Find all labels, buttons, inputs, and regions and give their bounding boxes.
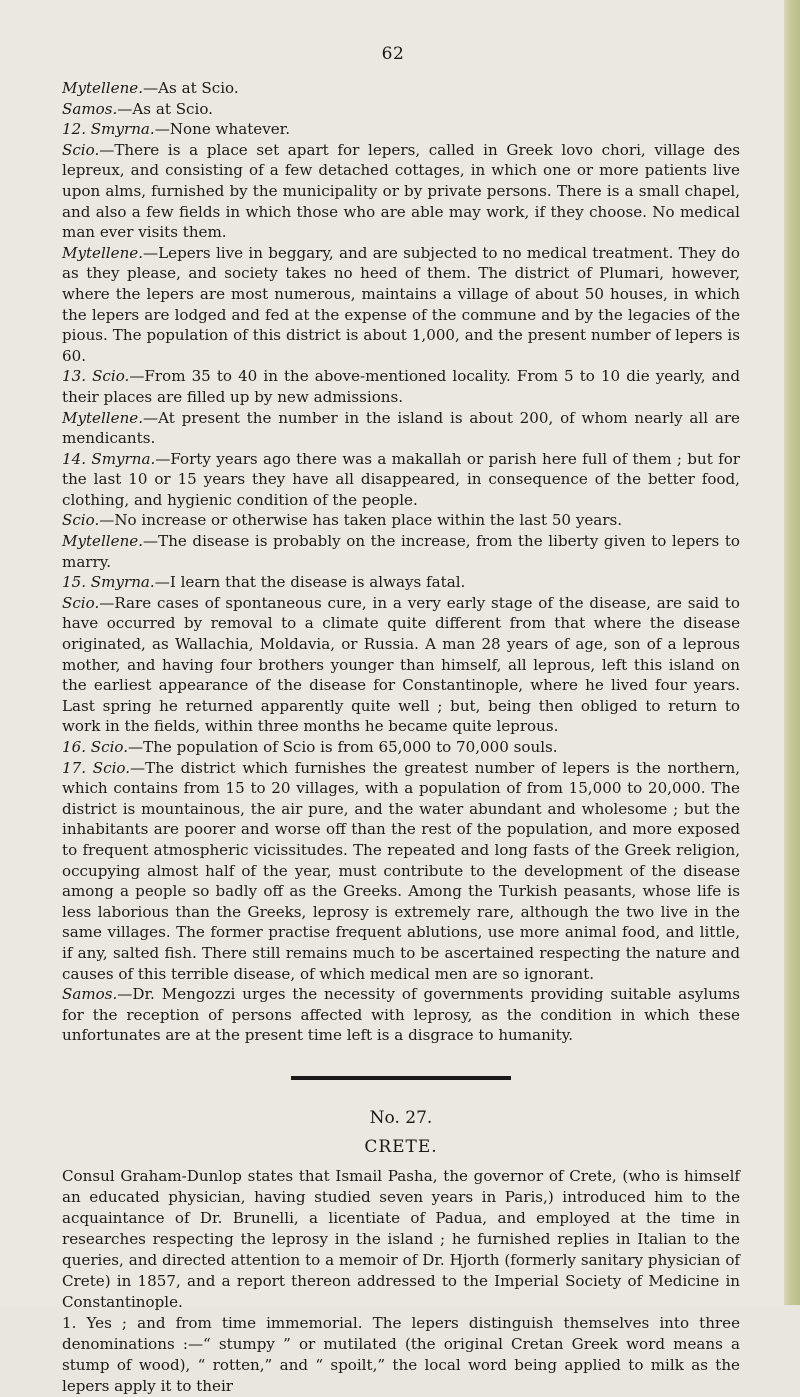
answers-section bbox=[62, 78, 740, 1046]
paragraph: Scio.—No increase or otherwise has taken place within the last 50 years. bbox=[62, 511, 623, 530]
paragraph: Samos.—As at Scio. bbox=[62, 99, 213, 118]
page-edge bbox=[784, 0, 800, 1305]
paragraph: Samos.—Dr. Mengozzi urges the necessity of governments providing suitable asylums for the reception of persons affected with leprosy, as the condition in which these unfortunates are at the present time left is a disgrace to humanity. bbox=[62, 985, 740, 1045]
paragraph: Mytellene.—At present the number in the island is about 200, of whom nearly all are mendicants. bbox=[62, 408, 740, 448]
paragraph: 16. Scio.—The population of Scio is from 65,000 to 70,000 souls. bbox=[62, 738, 558, 756]
page-number: 62 bbox=[381, 44, 405, 64]
paragraph: Scio.—Rare cases of spontaneous cure, in a very early stage of the disease, are said to have occurred by removal to a climate quite different from that where the disease originated, as Wallachia, Moldavia, or Russia. A man 28 years of age, son of a leprous mother, and having four brothers younger than himself, all leprous, left this island on the earliest appearance of the disease for Constantinople, where he lived four years. Last spring he returned apparently quite well ; but, being then obliged to return to work in the fields, within three months he became quite leprous. bbox=[62, 593, 740, 736]
section-number: No. 27. bbox=[369, 1107, 433, 1128]
paragraph: 15. Smyrna.—I learn that the disease is always fatal. bbox=[62, 573, 466, 592]
paragraph: Mytellene.—The disease is probably on the increase, from the liberty given to lepers to marry. bbox=[62, 532, 740, 571]
paragraph: 14. Smyrna.—Forty years ago there was a makallah or parish here full of them ; but for the last 10 or 15 years they have all disappeared, in consequence of the better food, clothing, and hygienic condition of the people. bbox=[62, 449, 740, 509]
document-body bbox=[62, 78, 740, 1397]
section-title: CRETE. bbox=[364, 1136, 438, 1157]
paragraph: Mytellene.—Lepers live in beggary, and are subjected to no medical treatment. They do as they please, and society takes no heed of them. The district of Plumari, however, where the lepers are most numerous, maintains a village of about 50 houses, in which the lepers are lodged and fed at the expense of the commune and by the legacies of the pious. The population of this district is about 1,000, and the present number of lepers is 60. bbox=[62, 243, 740, 365]
paragraph: Consul Graham-Dunlop states that Ismail Pasha, the governor of Crete, (who is himself an educated physician, having studied seven years in Paris,) introduced him to the acquaintance of Dr. Brunelli, a licentiate of Padua, and employed at the time in researches respecting the leprosy in the island ; he furnished replies in Italian to the queries, and directed attention to a memoir of Dr. Hjorth (formerly sanitary physician of Crete) in 1857, and a report thereon addressed to the Imperial Society of Medicine in Constantinople. bbox=[62, 1166, 740, 1311]
paragraph: Mytellene.—As at Scio. bbox=[62, 79, 239, 97]
section-divider bbox=[291, 1076, 511, 1080]
paragraph: Scio.—There is a place set apart for lepers, called in Greek lovo chori, village des lepreux, and consisting of a few detached cottages, in which one or more patients live upon alms, furnished by the municipality or by private persons. There is a small chapel, and also a few fields in which those who are able may work, if they choose. No medical man ever visits them. bbox=[62, 140, 740, 242]
paragraph: 17. Scio.—The district which furnishes the greatest number of lepers is the northern, which contains from 15 to 20 villages, with a population of from 15,000 to 20,000. The district is mountainous, the air pure, and the water abundant and wholesome ; but the inhabitants are poorer and worse off than the rest of the population, and more exposed to frequent atmospheric vicissitudes. The repeated and long fasts of the Greek religion, occupying almost half of the year, must contribute to the development of the disease among a people so badly off as the Greeks. Among the Turkish peasants, whose life is less laborious than the Greeks, leprosy is extremely rare, although the two live in the same villages. The former practise frequent ablutions, use more animal food, and little, if any, salted fish. There still remains much to be ascertained respecting the nature and causes of this terrible disease, of which medical men are so ignorant. bbox=[62, 758, 740, 983]
paragraph: 13. Scio.—From 35 to 40 in the above-mentioned locality. From 5 to 10 die yearly, and their places are filled up by new admissions. bbox=[62, 367, 740, 406]
paragraph: 12. Smyrna.—None whatever. bbox=[62, 120, 291, 139]
crete-section bbox=[62, 1108, 740, 1397]
paragraph: 1. Yes ; and from time immemorial. The lepers distinguish themselves into three denominations :—“ stumpy ” or mutilated (the original Cretan Greek word means a stump of wood), “ rotten,” and “ spoilt,” the local word being applied to milk as the lepers apply it to their bbox=[62, 1313, 740, 1395]
